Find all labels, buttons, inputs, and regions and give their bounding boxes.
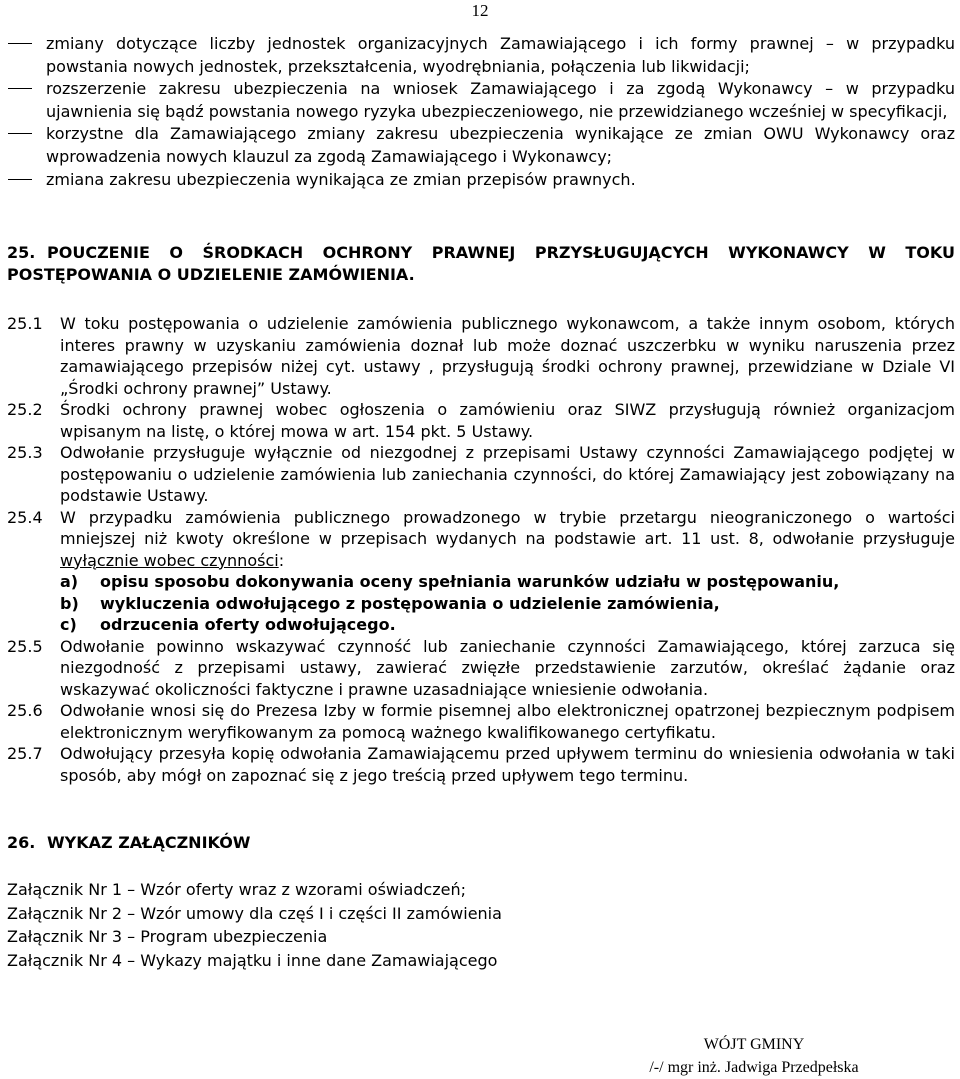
letter-text: odrzucenia oferty odwołującego. <box>100 615 396 634</box>
list-item-text: rozszerzenie zakresu ubezpieczenia na wniosek Zamawiającego i za zgodą Wykonawcy – w przypadku ujawnienia się bądź powstania nowego ryzyka ubezpieczeniowego, nie przewidzianego wcześniej w specyfikacji, <box>46 79 955 121</box>
attachment-text: Wzór umowy dla częś I i części II zamówienia <box>140 903 502 923</box>
list-item <box>0 169 955 192</box>
clause-25-6 <box>7 700 955 743</box>
signature-title: WÓJT GMINY <box>703 1036 805 1053</box>
signature-block <box>624 1033 884 1079</box>
amendment-list <box>0 33 955 191</box>
letter-item-a <box>60 571 955 593</box>
section-title: WYKAZ ZAŁĄCZNIKÓW <box>47 833 251 852</box>
clause-25-2 <box>7 399 955 442</box>
clause-text: Odwołanie powinno wskazywać czynność lub zaniechanie czynności Zamawiającego, której zarzuca się niezgodność z przepisami ustawy, zawierać zwięzłe przedstawienie zarzutów, określać żądanie oraz wskazywać okoliczności faktyczne i prawne uzasadniające wniesienie odwołania. <box>60 636 955 699</box>
clause-25-3 <box>7 442 955 507</box>
letter-text: opisu sposobu dokonywania oceny spełniania warunków udziału w postępowaniu, <box>100 572 840 591</box>
clause-text: Odwołanie wnosi się do Prezesa Izby w formie pisemnej albo elektronicznej opatrzonej bezpiecznym podpisem elektronicznym weryfikowanym za pomocą ważnego kwalifikowanego certyfikatu. <box>60 701 955 742</box>
clause-number: 25.4 <box>7 507 43 527</box>
attachment-item: Załącznik Nr 3 – Program ubezpieczenia <box>7 927 328 946</box>
dash-bullet <box>8 179 32 180</box>
clause-text: Odwołujący przesyła kopię odwołania Zamawiającemu przed upływem terminu do wniesienia odwołania w taki sposób, aby mógł on zapoznać się z jego treścią przed upływem tego terminu. <box>60 744 955 785</box>
dash-bullet <box>8 43 32 44</box>
clause-25-4 <box>7 507 955 636</box>
letter-item-c <box>60 614 955 636</box>
list-item <box>0 33 955 78</box>
section-number: 26. <box>7 833 36 852</box>
attachment-label: Załącznik Nr 3 <box>7 927 123 946</box>
clause-text: Odwołanie przysługuje wyłącznie od niezgodnej z przepisami Ustawy czynności Zamawiającego podjętej w postępowaniu o udzielenie zamówienia lub zaniechania czynności, do której Zamawiający jest zobowiązany na podstawie Ustawy. <box>60 443 955 505</box>
dash-bullet <box>8 133 32 134</box>
clause-underlined-text: wyłącznie wobec czynności <box>60 550 279 570</box>
letter-label: c) <box>60 615 77 634</box>
clause-number: 25.7 <box>7 744 43 763</box>
attachment-text: Program ubezpieczenia <box>140 927 328 946</box>
signature-name: /-/ mgr inż. Jadwiga Przedpełska <box>649 1059 859 1076</box>
section-25-items <box>7 313 955 786</box>
letter-text: wykluczenia odwołującego z postępowania o udzielenie zamówienia, <box>100 593 720 613</box>
clause-text: W toku postępowania o udzielenie zamówienia publicznego wykonawcom, a także innym osobom, których interes prawny w uzyskaniu zamówienia doznał lub może doznać uszczerbku w wyniku naruszenia przez zamawiającego przepisów niżej cyt. ustawy , przysługują środki ochrony prawnej, przewidziane w Dziale VI „Środki ochrony prawnej” Ustawy. <box>60 314 955 398</box>
clause-25-7 <box>7 743 955 786</box>
letter-label: a) <box>60 572 79 591</box>
list-item-text: korzystne dla Zamawiającego zmiany zakresu ubezpieczenia wynikające ze zmian OWU Wykonawcy oraz wprowadzenia nowych klauzul za zgodą Zamawiającego i Wykonawcy; <box>46 124 955 166</box>
clause-number: 25.5 <box>7 636 43 656</box>
clause-number: 25.1 <box>7 314 43 333</box>
clause-number: 25.6 <box>7 701 43 720</box>
clause-25-5 <box>7 636 955 701</box>
list-item <box>0 78 955 123</box>
attachment-label: Załącznik Nr 1 <box>7 880 123 899</box>
attachment-item: Załącznik Nr 2 – Wzór umowy dla częś I i części II zamówienia <box>7 903 502 923</box>
attachment-label: Załącznik Nr 4 <box>7 950 123 970</box>
dash-bullet <box>8 88 32 89</box>
section-number: 25. <box>7 243 36 262</box>
page-number: 12 <box>471 1 489 20</box>
clause-text: Środki ochrony prawnej wobec ogłoszenia o zamówieniu oraz SIWZ przysługują również organizacjom wpisanym na listę, o której mowa w art. 154 pkt. 5 Ustawy. <box>60 400 955 441</box>
section-26-heading <box>7 832 955 854</box>
letter-label: b) <box>60 593 79 613</box>
list-item <box>0 123 955 168</box>
clause-25-1 <box>7 313 955 399</box>
section-25-heading <box>7 242 955 286</box>
section-title: POUCZENIE O ŚRODKACH OCHRONY PRAWNEJ PRZYSŁUGUJĄCYCH WYKONAWCY W TOKU POSTĘPOWANIA O UDZIELENIE ZAMÓWIENIA. <box>7 243 955 284</box>
attachments-list <box>7 878 707 972</box>
clause-number: 25.3 <box>7 443 43 462</box>
letter-item-b <box>60 593 955 615</box>
clause-text: W przypadku zamówienia publicznego prowadzonego w trybie przetargu nieograniczonego o wartości mniejszej niż kwoty określone w przepisach wydanych na podstawie art. 11 ust. 8, odwołanie przysługuje <box>60 507 955 548</box>
attachment-text: Wykazy majątku i inne dane Zamawiającego <box>140 950 498 970</box>
clause-number: 25.2 <box>7 400 43 419</box>
attachment-text: Wzór oferty wraz z wzorami oświadczeń; <box>140 880 466 899</box>
list-item-text: zmiany dotyczące liczby jednostek organizacyjnych Zamawiającego i ich formy prawnej – w przypadku powstania nowych jednostek, przekształcenia, wyodrębniania, połączenia lub likwidacji; <box>46 34 955 76</box>
clause-text-suffix: : <box>278 550 285 570</box>
attachment-item: Załącznik Nr 4 – Wykazy majątku i inne dane Zamawiającego <box>7 950 498 970</box>
attachment-item: Załącznik Nr 1 – Wzór oferty wraz z wzorami oświadczeń; <box>7 880 466 899</box>
attachment-label: Załącznik Nr 2 <box>7 903 123 923</box>
list-item-text: zmiana zakresu ubezpieczenia wynikająca ze zmian przepisów prawnych. <box>46 169 636 189</box>
